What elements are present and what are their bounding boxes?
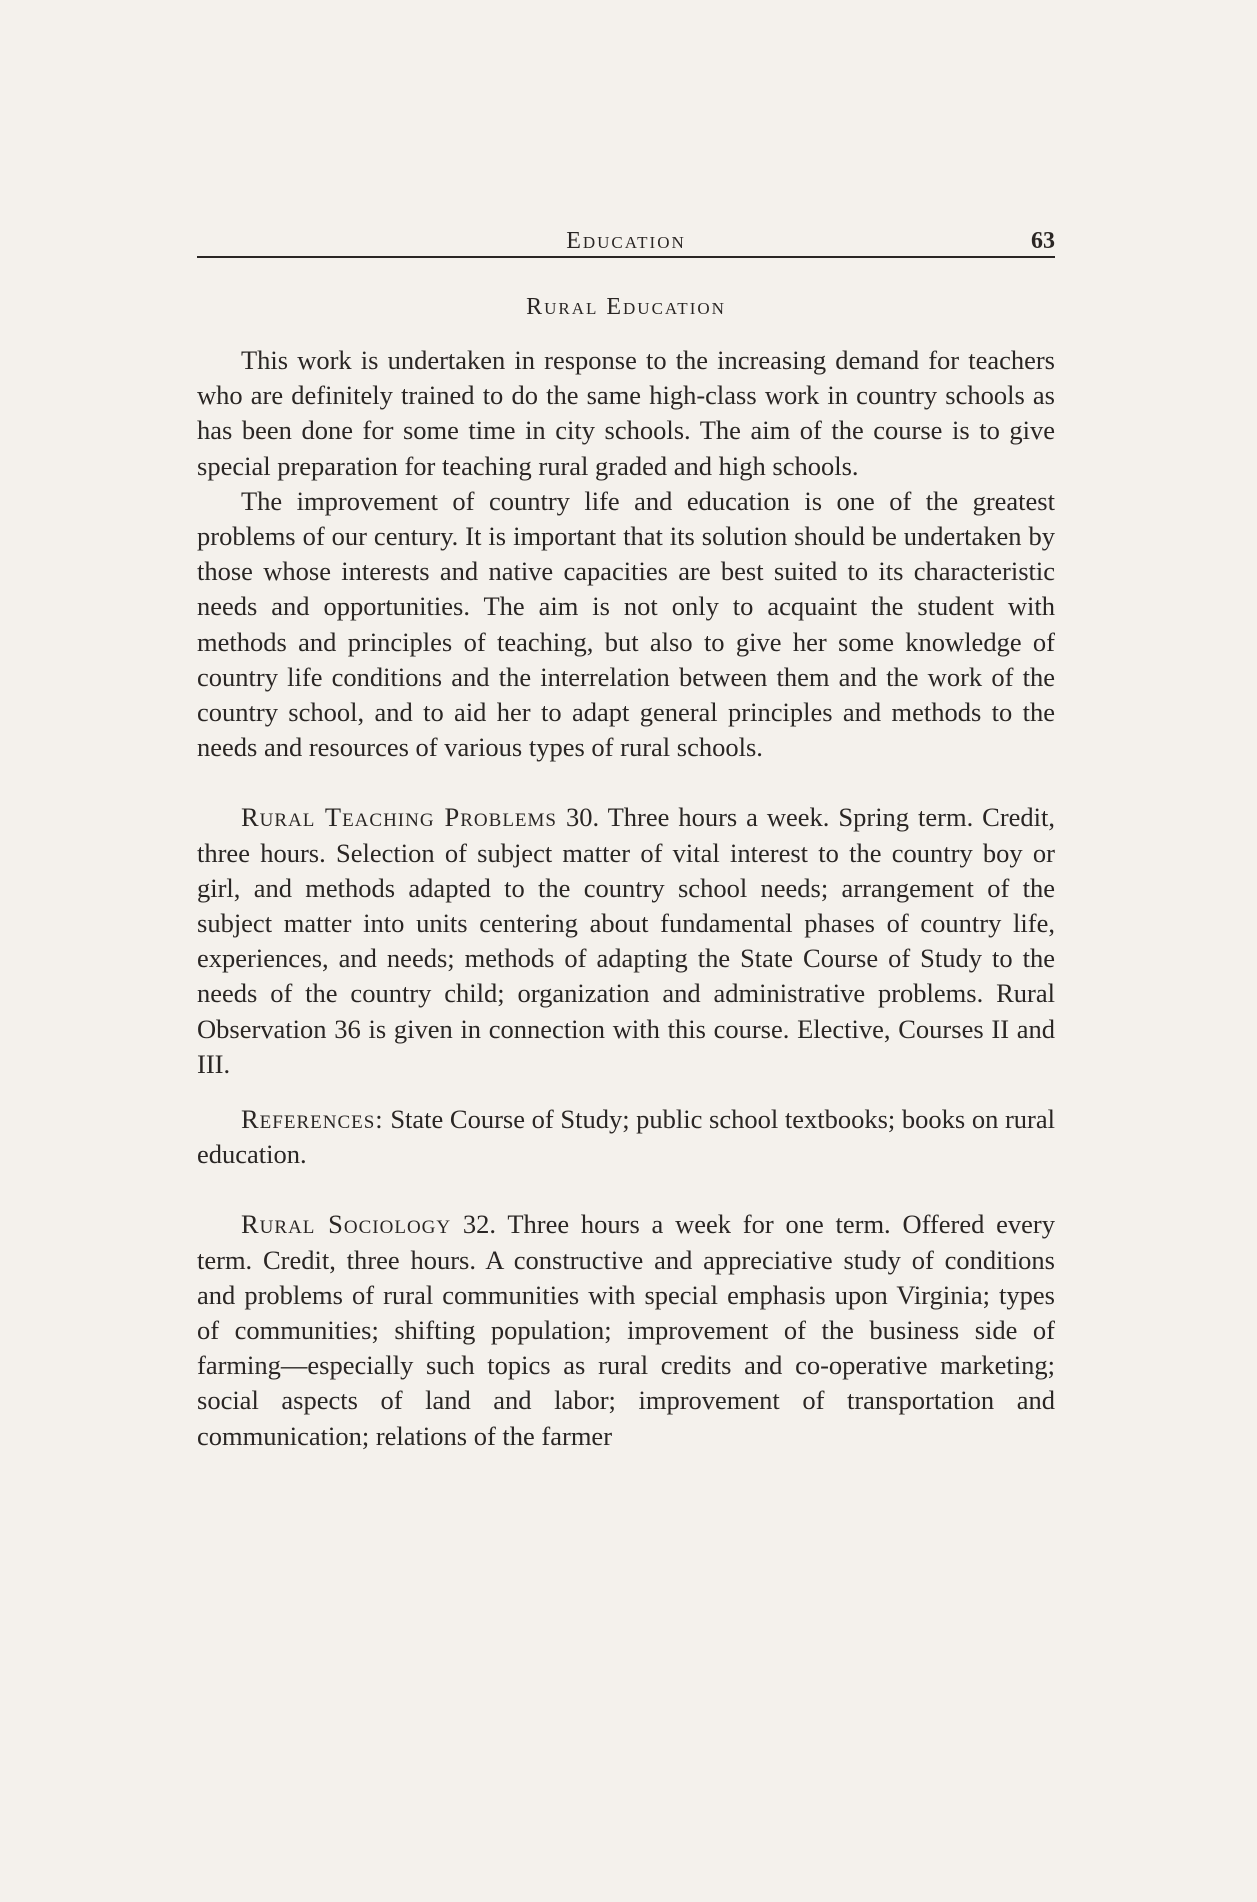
course-rural-teaching-problems <box>197 800 1055 1082</box>
running-head <box>197 222 1055 258</box>
intro-paragraph-1: This work is undertaken in response to the increasing demand for teachers who are definitely trained to do the same high-class work in country schools as has been done for some time in city schools. The aim of the course is to give special preparation for teaching rural graded and high schools. <box>197 345 1055 481</box>
section-heading: Rural Education <box>526 294 726 320</box>
page-number: 63 <box>1031 228 1055 254</box>
intro-paragraph-2: The improvement of country life and education is one of the greatest problems of our century. It is important that its solution should be undertaken by those whose interests and native capacities are best suited to its characteristic needs and opportunities. The aim is not only to acquaint the student with methods and principles of teaching, but also to give her some knowledge of country life conditions and the interrelation between them and the work of the country school, and to aid her to adapt general principles and methods to the needs and resources of various types of rural schools. <box>197 485 1055 763</box>
course-references <box>197 1102 1055 1172</box>
references-label: References: <box>241 1104 384 1135</box>
course-name: Rural Teaching Problems <box>241 802 557 833</box>
references-text: State Course of Study; public school textbooks; books on rural education. <box>197 1104 1056 1170</box>
course-description: 32. Three hours a week for one term. Offered every term. Credit, three hours. A constructive and appreciative study of conditions and problems of rural communities with special emphasis upon Virginia; types of communities; shifting population; improvement of the business side of farming—especially such topics as rural credits and co-operative marketing; social aspects of land and labor; improvement of transportation and communication; relations of the farmer <box>197 1209 1055 1451</box>
course-rural-sociology <box>197 1207 1055 1453</box>
document-page <box>197 222 1055 1454</box>
course-name: Rural Sociology <box>241 1209 452 1240</box>
course-description: 30. Three hours a week. Spring term. Credit, three hours. Selection of subject matter of vital interest to the country boy or girl, and methods adapted to the country school needs; arrangement of the subject matter into units centering about fundamental phases of country life, experiences, and needs; methods of adapting the State Course of Study to the needs of the country child; organization and administrative problems. Rural Observation 36 is given in connection with this course. Elective, Courses II and III. <box>197 802 1056 1079</box>
running-title: Education <box>566 228 686 254</box>
